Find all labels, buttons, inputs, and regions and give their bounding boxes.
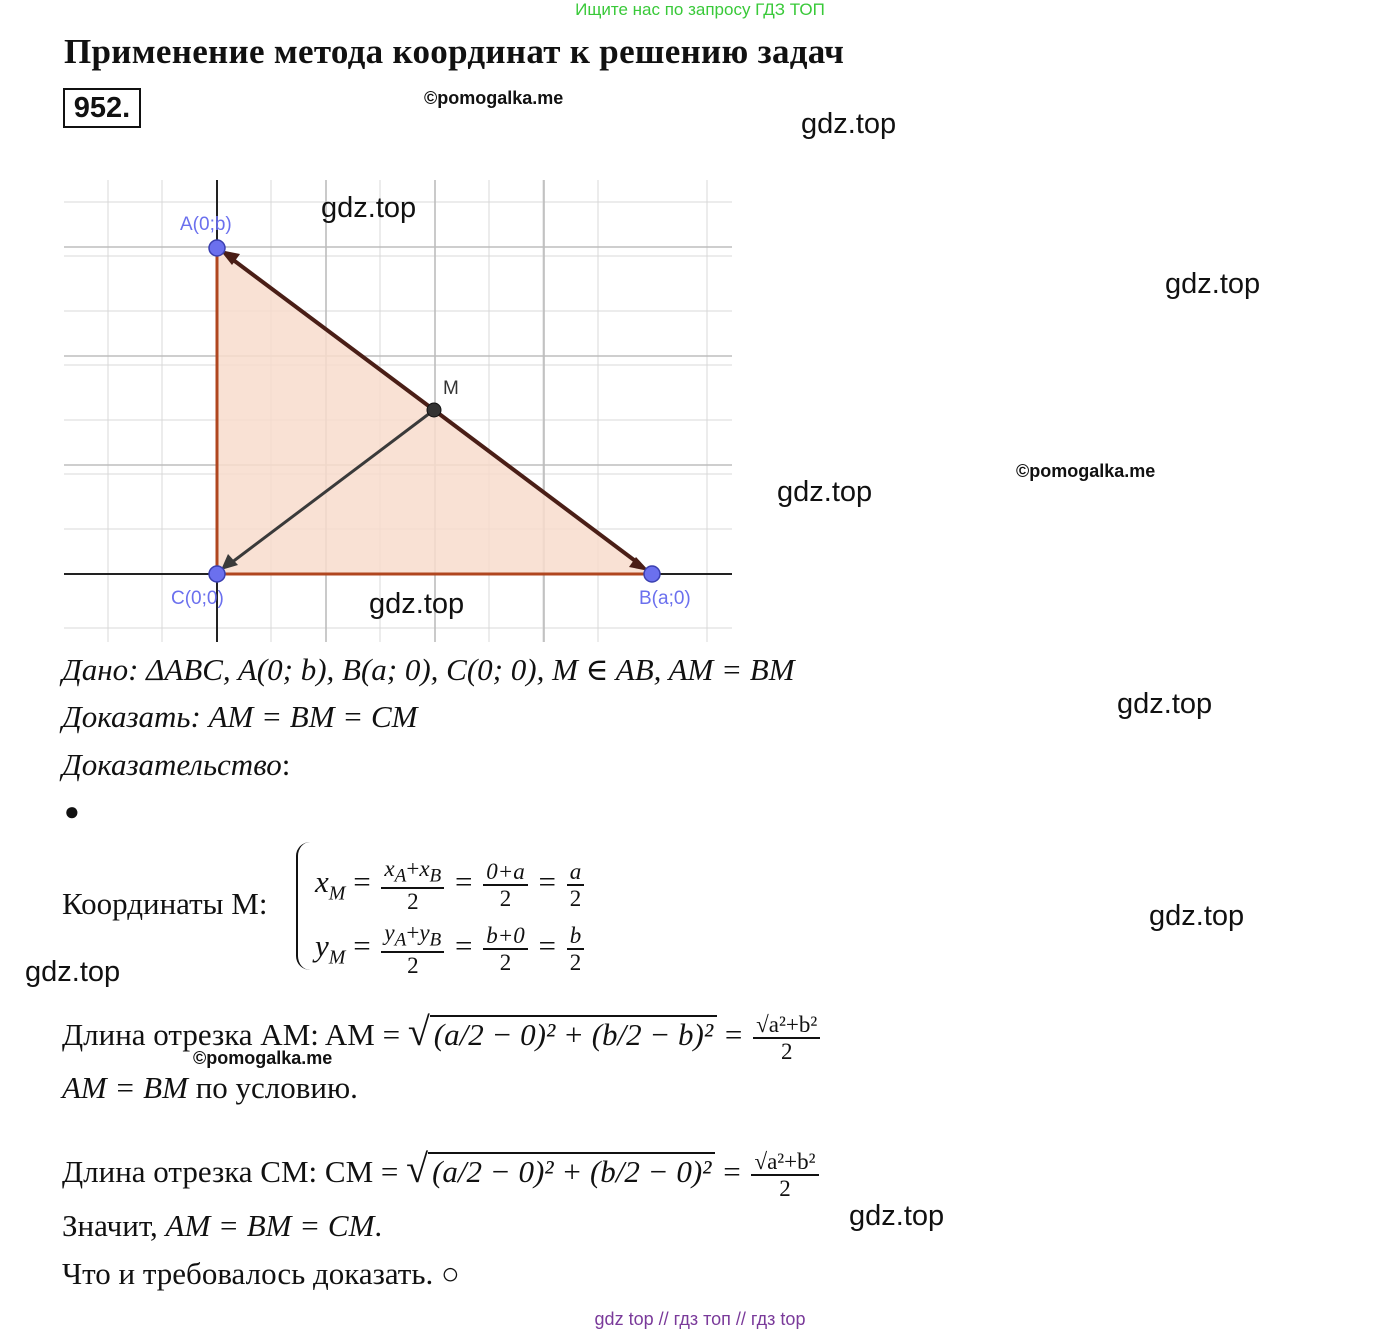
coords-y-row: $y_M$ = $\frac{y_A+y_B}{2}$ = $\frac{b+0}{2}$ = $\frac{b}{2}$ — [315, 920, 587, 978]
cm-radicand: (a/2 − 0)² + (b/2 − 0)² — [428, 1152, 715, 1189]
coords-label: Координаты M: — [62, 886, 268, 921]
prove-label: Доказать — [62, 699, 191, 734]
proof-colon: : — [281, 747, 291, 782]
cm-label: Длина отрезка CM: CM = — [62, 1154, 399, 1189]
cm-result-den: 2 — [779, 1175, 791, 1201]
sqrt-symbol: √ — [407, 1009, 430, 1054]
conclusion-line: Значит, AM = BM = CM. — [62, 1208, 383, 1243]
am-result-den: 2 — [780, 1038, 793, 1064]
watermark: gdz.top — [777, 476, 873, 508]
label-m: M — [443, 378, 459, 399]
coords-x-row: $x_M$ = $\frac{x_A+x_B}{2}$ = $\frac{0+a}{2}$ = $\frac{a}{2}$ — [315, 856, 587, 914]
problem-number: 952. — [63, 88, 141, 128]
point-b — [644, 566, 660, 582]
label-b: B(a;0) — [639, 588, 691, 609]
system-brace — [296, 842, 312, 970]
point-c — [209, 566, 225, 582]
watermark: gdz.top — [849, 1200, 945, 1232]
am-line: Длина отрезка AM: AM = √ (a/2 − 0)² + (b/2 − b)² = $\frac{\text{√a²+b²}}{2}$ — [62, 1008, 823, 1064]
qed-line: Что и требовалось доказать. ○ — [62, 1256, 460, 1291]
watermark: gdz.top — [801, 108, 897, 140]
watermark: gdz.top — [25, 956, 121, 988]
given-label: Дано — [62, 652, 129, 687]
copyright-mark: ©pomogalka.me — [1016, 461, 1156, 481]
cm-result-num: √a²+b² — [751, 1149, 818, 1176]
am-result-num: √a²+b² — [753, 1012, 820, 1039]
watermark: gdz.top — [1149, 900, 1245, 932]
prove-text: : AM = BM = CM — [190, 699, 418, 734]
label-c: C(0;0) — [171, 588, 224, 609]
watermark: gdz.top — [321, 192, 417, 224]
sqrt-symbol: √ — [406, 1146, 429, 1191]
copyright-mark: ©pomogalka.me — [193, 1048, 333, 1068]
proof-label: Доказательство — [62, 747, 282, 782]
top-banner[interactable]: Ищите нас по запросу ГДЗ ТОП — [575, 0, 825, 19]
cm-line: Длина отрезка CM: CM = √ (a/2 − 0)² + (b/2 − 0)² = $\frac{\text{√a²+b²}}{2}$ — [62, 1145, 822, 1201]
label-a: A(0;b) — [180, 214, 232, 235]
point-a — [209, 240, 225, 256]
point-m — [427, 403, 441, 417]
am-bm-line: AM = BM по условию. — [62, 1070, 358, 1105]
triangle-figure — [64, 180, 734, 642]
given-line — [62, 652, 795, 688]
am-radicand: (a/2 − 0)² + (b/2 − b)² — [430, 1015, 717, 1052]
page-title: Применение метода координат к решению задач — [64, 32, 845, 71]
copyright-mark: ©pomogalka.me — [424, 88, 564, 108]
watermark: gdz.top — [1165, 268, 1261, 300]
am-label: Длина отрезка AM: AM = — [62, 1017, 401, 1052]
watermark: gdz.top — [1117, 688, 1213, 720]
proof-heading — [62, 747, 290, 783]
watermark: gdz.top — [369, 588, 465, 620]
prove-line — [62, 699, 417, 735]
bullet: ● — [64, 797, 80, 826]
given-text: : ΔABC, A(0; b), B(a; 0), C(0; 0), M ∈ AB, AM = BM — [128, 652, 795, 687]
bottom-links[interactable]: gdz top // гдз топ // гдз top — [594, 1309, 806, 1329]
